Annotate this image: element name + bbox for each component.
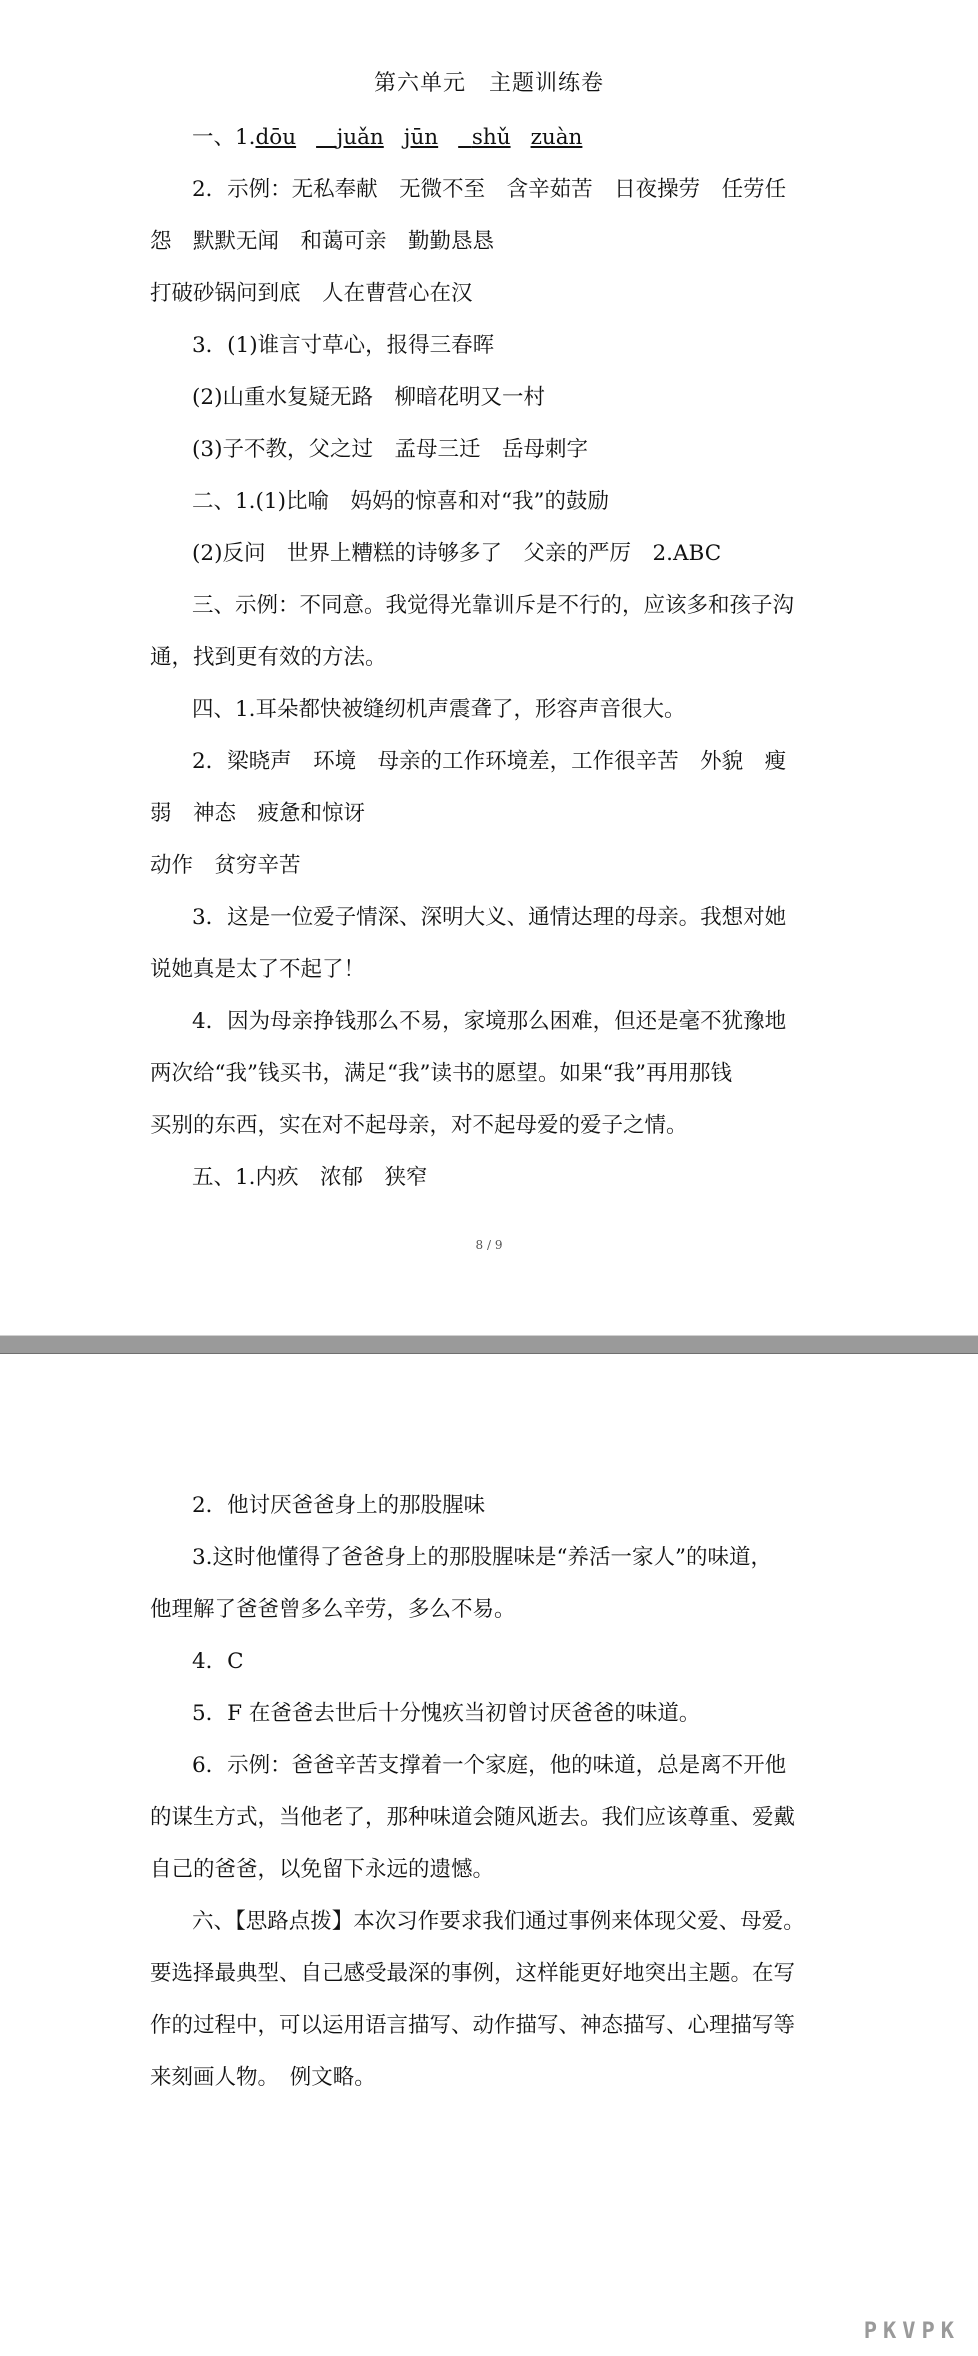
answer-line: 弱 神态 疲惫和惊讶	[150, 801, 366, 826]
answer-line: 买别的东西，实在对不起母亲，对不起母爱的爱子之情。	[150, 1113, 688, 1138]
answer-line: 2．梁晓声 环境 母亲的工作环境差，工作很辛苦 外貌 瘦	[192, 749, 787, 774]
pinyin-answer: dōu	[255, 125, 297, 150]
answer-line: 三、示例：不同意。我觉得光靠训斥是不行的，应该多和孩子沟	[192, 593, 795, 618]
answer-line: 作的过程中，可以运用语言描写、动作描写、神态描写、心理描写等	[150, 2013, 796, 2038]
answer-line: (3)子不教，父之过 孟母三迁 岳母刺字	[192, 437, 588, 462]
answer-line: 2．他讨厌爸爸身上的那股腥味	[192, 1493, 486, 1518]
answer-line: 五、1.内疚 浓郁 狭窄	[192, 1165, 428, 1190]
page-title: 第六单元 主题训练卷	[373, 71, 604, 96]
answer-line: 通，找到更有效的方法。	[150, 645, 387, 670]
answer-line: 他理解了爸爸曾多么辛劳，多么不易。	[150, 1597, 516, 1622]
answer-line: 要选择最典型、自己感受最深的事例，这样能更好地突出主题。在写	[150, 1961, 796, 1986]
answer-line-1	[0, 120, 978, 151]
document-page-2	[0, 1352, 978, 2356]
watermark-logo: PKVPK	[863, 2319, 960, 2344]
answer-line: (2)山重水复疑无路 柳暗花明又一村	[192, 385, 545, 410]
answer-line: 3．这是一位爱子情深、深明大义、通情达理的母亲。我想对她	[192, 905, 787, 930]
answer-line: 怨 默默无闻 和蔼可亲 勤勤恳恳	[150, 229, 495, 254]
answer-line: 六、【思路点拨】本次习作要求我们通过事例来体现父爱、母爱。	[192, 1909, 805, 1934]
answer-line: 二、1.(1)比喻 妈妈的惊喜和对“我”的鼓励	[192, 489, 609, 514]
answer-line: 打破砂锅问到底 人在曹营心在汉	[150, 281, 473, 306]
answer-line: 4．C	[192, 1649, 244, 1674]
answer-line: 2．示例：无私奉献 无微不至 含辛茹苦 日夜操劳 任劳任	[192, 177, 787, 202]
answer-line: 的谋生方式，当他老了，那种味道会随风逝去。我们应该尊重、爱戴	[150, 1805, 796, 1830]
answer-line: 自己的爸爸，以免留下永远的遗憾。	[150, 1857, 495, 1882]
pinyin-answer: zuàn	[530, 125, 583, 150]
answer-line: 动作 贫穷辛苦	[150, 853, 301, 878]
line-text: 一、1.	[192, 125, 256, 150]
page-number: 8 / 9	[475, 1238, 503, 1252]
answer-line: 说她真是太了不起了！	[150, 957, 366, 982]
pinyin-answer: juǎn	[336, 125, 384, 150]
answer-line: 3．(1)谁言寸草心，报得三春晖	[192, 333, 495, 358]
answer-line: 来刻画人物。 例文略。	[150, 2065, 376, 2090]
answer-line: 6．示例：爸爸辛苦支撑着一个家庭，他的味道，总是离不开他	[192, 1753, 787, 1778]
answer-line: 3.这时他懂得了爸爸身上的那股腥味是“养活一家人”的味道，	[192, 1545, 772, 1570]
answer-line: 4．因为母亲挣钱那么不易，家境那么困难，但还是毫不犹豫地	[192, 1009, 787, 1034]
answer-line: 5．F 在爸爸去世后十分愧疚当初曾讨厌爸爸的味道。	[192, 1701, 701, 1726]
answer-line: 四、1.耳朵都快被缝纫机声震聋了，形容声音很大。	[192, 697, 686, 722]
answer-line: (2)反问 世界上糟糕的诗够多了 父亲的严厉 2.ABC	[192, 541, 722, 566]
pinyin-answer: jūn	[403, 125, 439, 150]
pinyin-answer: shǔ	[471, 125, 511, 150]
answer-line: 两次给“我”钱买书，满足“我”读书的愿望。如果“我”再用那钱	[150, 1061, 732, 1086]
